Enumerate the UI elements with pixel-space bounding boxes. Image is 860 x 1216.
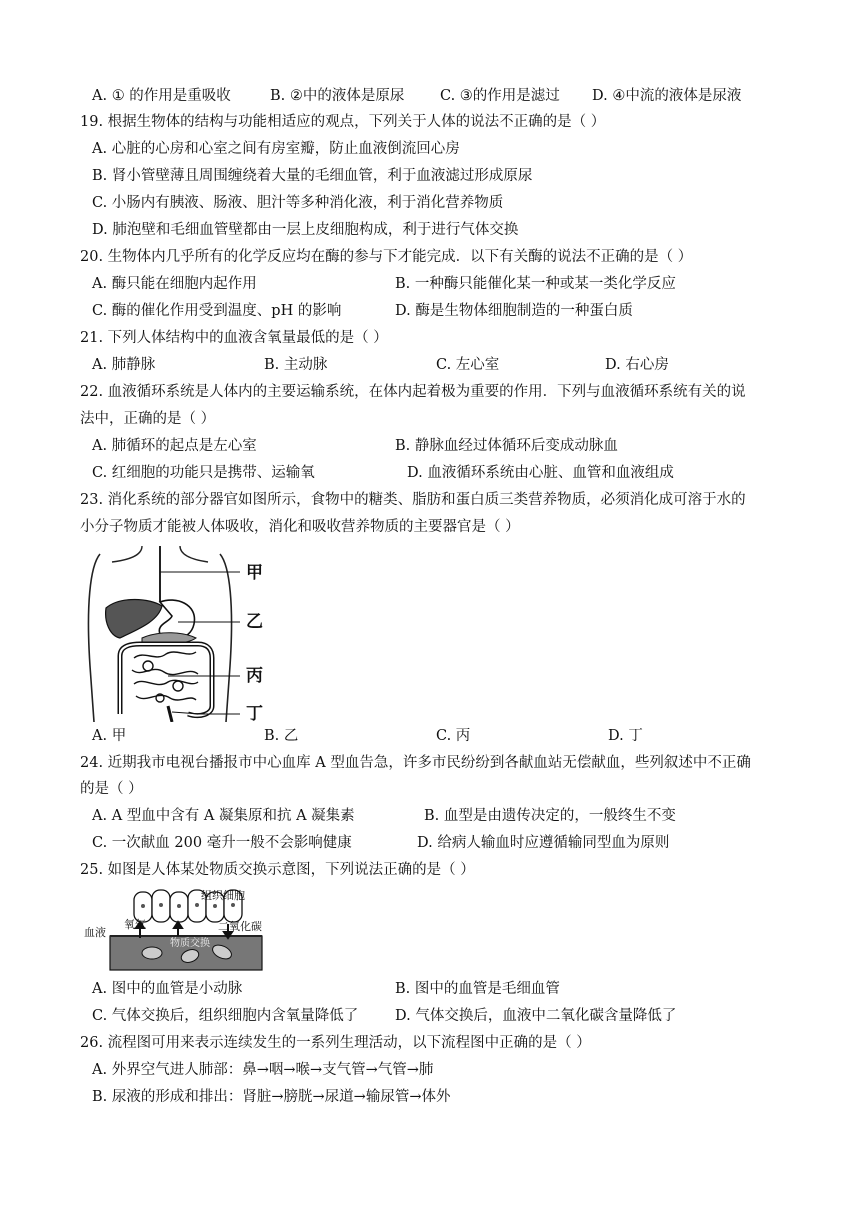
digestive-system-figure	[80, 546, 270, 722]
q19-option-a: A. 心脏的心房和心室之间有房室瓣，防止血液倒流回心房	[92, 141, 460, 157]
q19-stem: 19. 根据生物体的结构与功能相适应的观点，下列关于人体的说法不正确的是（ ）	[80, 114, 606, 130]
q25-option-c: C. 气体交换后，组织细胞内含氧量降低了	[92, 1008, 359, 1024]
q20-option-d: D. 酶是生物体细胞制造的一种蛋白质	[395, 303, 633, 319]
q23-stem-line1: 23. 消化系统的部分器官如图所示，食物中的糖类、脂肪和蛋白质三类营养物质，必须消化成可溶于水的	[80, 492, 746, 508]
q24-option-c: C. 一次献血 200 毫升一般不会影响健康	[92, 835, 352, 851]
q22-stem-line2: 法中，正确的是（ ）	[80, 411, 216, 427]
q23-stem-line2: 小分子物质才能被人体吸收，消化和吸收营养物质的主要器官是（ ）	[80, 519, 520, 535]
figure-label-jia: 甲	[246, 563, 263, 583]
q22-option-a: A. 肺循环的起点是左心室	[92, 438, 257, 454]
q20-option-b: B. 一种酶只能催化某一种或某一类化学反应	[395, 276, 676, 292]
q25-option-d: D. 气体交换后，血液中二氧化碳含量降低了	[395, 1008, 677, 1024]
q19-option-c: C. 小肠内有胰液、肠液、胆汁等多种消化液，利于消化营养物质	[92, 195, 504, 211]
q25-stem: 25. 如图是人体某处物质交换示意图，下列说法正确的是（ ）	[80, 862, 475, 878]
figure-label-blood: 血液	[84, 926, 106, 939]
q24-option-a: A. A 型血中含有 A 凝集原和抗 A 凝集素	[92, 808, 355, 824]
q23-option-b: B. 乙	[264, 728, 299, 744]
q26-option-a: A. 外界空气进人肺部：鼻→咽→喉→支气管→气管→肺	[92, 1062, 434, 1078]
figure-label-bing: 丙	[246, 666, 263, 686]
q21-option-b: B. 主动脉	[264, 357, 328, 373]
q24-option-b: B. 血型是由遗传决定的，一般终生不变	[424, 808, 676, 824]
q18-option-c: C. ③的作用是滤过	[440, 88, 560, 104]
q20-option-a: A. 酶只能在细胞内起作用	[92, 276, 257, 292]
q20-option-c: C. 酶的催化作用受到温度、pH 的影响	[92, 303, 342, 319]
figure-label-yi: 乙	[246, 612, 263, 632]
q22-option-c: C. 红细胞的功能只是携带、运输氧	[92, 465, 315, 481]
q19-option-b: B. 肾小管壁薄且周围缠绕着大量的毛细血管，利于血液滤过形成原尿	[92, 168, 533, 184]
figure-label-tissue-cell: 组织细胞	[201, 889, 245, 902]
q23-option-c: C. 丙	[436, 728, 471, 744]
q25-option-b: B. 图中的血管是毛细血管	[395, 981, 560, 997]
q18-option-d: D. ④中流的液体是尿液	[592, 88, 742, 104]
q18-option-a: A. ① 的作用是重吸收	[92, 88, 231, 104]
q22-option-b: B. 静脉血经过体循环后变成动脉血	[395, 438, 618, 454]
figure-label-exchange: 物质交换	[170, 938, 210, 949]
q20-stem: 20. 生物体内几乎所有的化学反应均在酶的参与下才能完成．以下有关酶的说法不正确的是（ ）	[80, 249, 693, 265]
q23-option-d: D. 丁	[608, 728, 643, 744]
figure-label-ding: 丁	[246, 704, 263, 724]
q21-option-a: A. 肺静脉	[92, 357, 156, 373]
q23-option-a: A. 甲	[92, 728, 127, 744]
q24-option-d: D. 给病人输血时应遵循输同型血为原则	[417, 835, 670, 851]
q26-stem: 26. 流程图可用来表示连续发生的一系列生理活动，以下流程图中正确的是（ ）	[80, 1035, 591, 1051]
q21-stem: 21. 下列人体结构中的血液含氧量最低的是（ ）	[80, 330, 388, 346]
q24-stem-line2: 的是（ ）	[80, 781, 143, 797]
q22-stem-line1: 22. 血液循环系统是人体内的主要运输系统，在体内起着极为重要的作用．下列与血液循环系统有关的说	[80, 384, 746, 400]
q22-option-d: D. 血液循环系统由心脏、血管和血液组成	[407, 465, 674, 481]
q26-option-b: B. 尿液的形成和排出：肾脏→膀胱→尿道→输尿管→体外	[92, 1089, 451, 1105]
q21-option-c: C. 左心室	[436, 357, 500, 373]
q21-option-d: D. 右心房	[605, 357, 669, 373]
figure-label-co2: 二氧化碳	[218, 920, 262, 933]
q25-option-a: A. 图中的血管是小动脉	[92, 981, 243, 997]
q19-option-d: D. 肺泡壁和毛细血管壁都由一层上皮细胞构成，利于进行气体交换	[92, 222, 519, 238]
figure-label-oxygen: 氧气	[124, 918, 146, 931]
q18-option-b: B. ②中的液体是原尿	[270, 88, 405, 104]
q24-stem-line1: 24. 近期我市电视台播报市中心血库 A 型血告急，许多市民纷纷到各献血站无偿献血，些列叙述中不正确	[80, 755, 751, 771]
